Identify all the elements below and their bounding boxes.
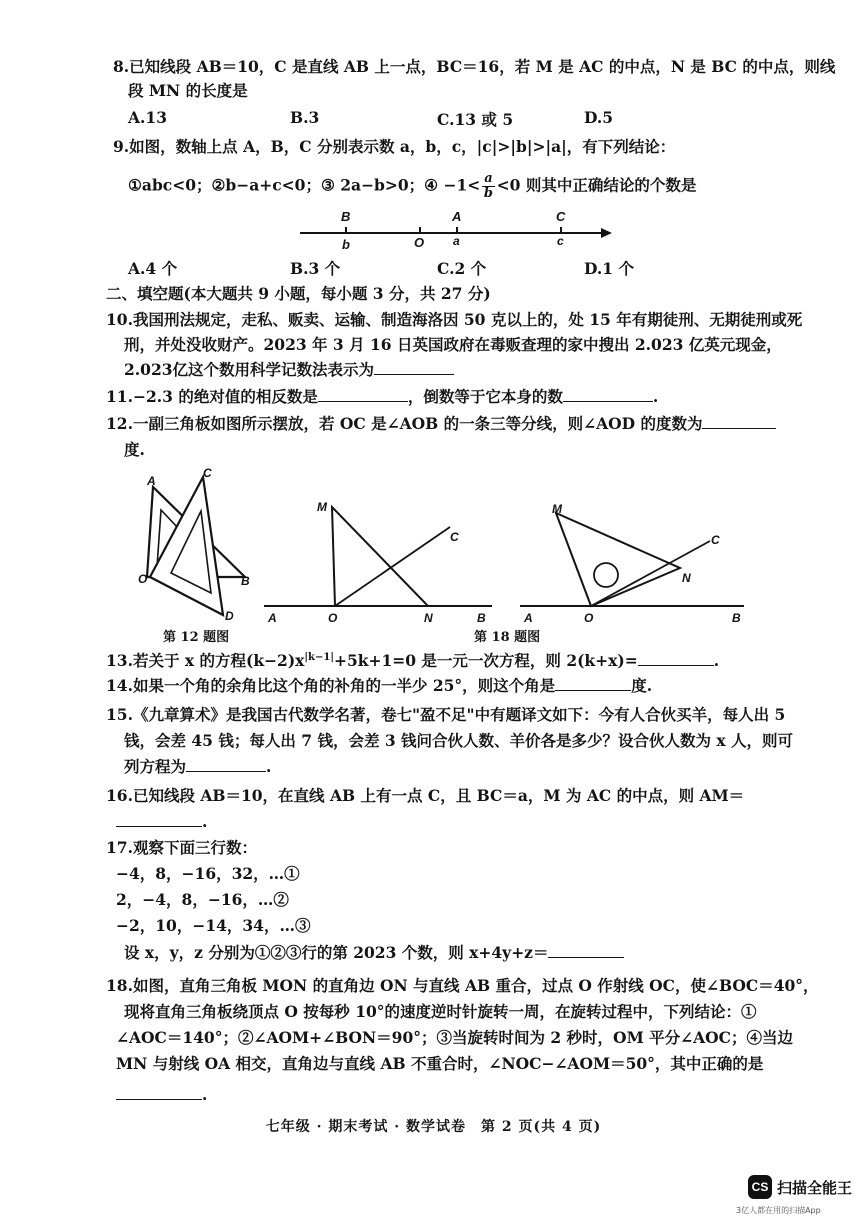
- q9-option-a: A.4 个: [128, 259, 178, 278]
- q9-conclusions: ①abc<0；②b−a+c<0；③ 2a−b>0；④ −1<: [128, 175, 481, 195]
- fig18a-label-m: M: [317, 500, 327, 514]
- q8-option-c: C.13 或 5: [437, 110, 514, 129]
- q12-answer-blank[interactable]: [702, 414, 776, 429]
- fig18a-label-a: A: [268, 611, 277, 625]
- label-origin-o: O: [414, 235, 425, 250]
- q15-line1: 15.《九章算术》是我国古代数学名著，卷七"盈不足"中有题译文如下：今有人合伙买羊，每人出 5: [106, 705, 786, 724]
- q17-question: [124, 943, 624, 963]
- q18-line3: ∠AOC＝140°；②∠AOM+∠BON＝90°；③当旋转时间为 2 秒时，OM 平分∠AOC；④当边: [116, 1028, 793, 1047]
- fig18b-label-c: C: [711, 533, 720, 547]
- q15-line3: [124, 757, 271, 777]
- fig18a-label-n: N: [424, 611, 433, 625]
- fig12-label-a: A: [147, 474, 156, 488]
- watermark-tagline: 3亿人都在用的扫描App: [736, 1206, 821, 1215]
- figure-12-caption: 第 12 题图: [163, 630, 230, 645]
- q16-line1: 16.已知线段 AB＝10，在直线 AB 上有一点 C，且 BC＝a，M 为 AC 的中点，则 AM＝: [106, 786, 745, 805]
- q9-option-c: C.2 个: [437, 259, 487, 278]
- q13-line: [106, 648, 719, 671]
- fig18b-circle-hole: [594, 563, 618, 587]
- fig12-triangle-outer-2: [150, 477, 223, 615]
- figure-12: [135, 465, 260, 625]
- q14-question: 14.如果一个角的余角比这个角的补角的一半少 25°，则这个角是: [106, 676, 556, 695]
- label-value-b: b: [342, 237, 350, 250]
- q17-answer-blank[interactable]: [548, 943, 624, 958]
- q13-suffix: +5k+1=0 是一元一次方程，则 2(k+x)=: [333, 651, 638, 671]
- q15-answer-blank[interactable]: [186, 757, 266, 772]
- q11-line: [106, 387, 658, 407]
- q11-text2: ，倒数等于它本身的数: [407, 387, 563, 406]
- q14-end: 度.: [631, 676, 653, 695]
- q9-fraction: [482, 172, 494, 201]
- q16-answer-blank[interactable]: [116, 812, 202, 827]
- fig12-label-o: O: [138, 572, 148, 586]
- q13-prefix: 13.若关于 x 的方程(k−2)x: [106, 651, 305, 671]
- figure-18b: [518, 495, 758, 630]
- fig18b-label-n: N: [682, 571, 691, 585]
- q8-line1: 8.已知线段 AB＝10，C 是直线 AB 上一点，BC＝16，若 M 是 AC 的中点，N 是 BC 的中点，则线: [113, 57, 836, 76]
- q9-option-b: B.3 个: [290, 259, 341, 278]
- fig18b-label-m: M: [552, 502, 562, 516]
- fig18b-label-a: A: [524, 611, 533, 625]
- camscanner-logo-icon: CS: [748, 1175, 772, 1199]
- q13-answer-blank[interactable]: [638, 651, 714, 666]
- q17-row-1: −4，8，−16，32，…①: [116, 864, 300, 883]
- q17-title: 17.观察下面三行数：: [106, 838, 257, 857]
- q8-option-a: A.13: [128, 108, 167, 127]
- page-footer: 七年级 · 期末考试 · 数学试卷 第 2 页(共 4 页): [265, 1119, 602, 1135]
- q10-line1: 10.我国刑法规定，走私、贩卖、运输、制造海洛因 50 克以上的，处 15 年有期徒刑、无期徒刑或死: [106, 310, 803, 329]
- q12-line1: [106, 414, 776, 434]
- q18-answer-blank[interactable]: [116, 1085, 202, 1100]
- figure-18-caption: 第 18 题图: [474, 630, 541, 645]
- q17-row-2: 2，−4，8，−16，…②: [116, 890, 289, 909]
- fig12-label-c: C: [203, 466, 212, 480]
- q9-question: <0 则其中正确结论的个数是: [496, 175, 697, 195]
- q8-option-b: B.3: [290, 108, 320, 127]
- fig18b-ray-oc: [591, 541, 710, 606]
- q16-end: .: [202, 812, 208, 831]
- figure-18a: [262, 495, 494, 630]
- q18-line2: 现将直角三角板绕顶点 O 按每秒 10°的速度逆时针旋转一周，在旋转过程中，下列结论：①: [124, 1002, 757, 1021]
- q10-line3: [124, 360, 454, 380]
- fig18a-label-o: O: [328, 611, 338, 625]
- fig18b-label-o: O: [584, 611, 594, 625]
- q18-line1: 18.如图，直角三角板 MON 的直角边 ON 与直线 AB 重合，过点 O 作射线 OC，使∠BOC＝40°，: [106, 976, 819, 995]
- q9-option-d: D.1 个: [584, 259, 634, 278]
- q16-line2: [116, 812, 207, 832]
- number-line: [290, 205, 620, 250]
- q14-line: [106, 676, 652, 696]
- q15-line2: 钱，会差 45 钱；每人出 7 钱，会差 3 钱问合伙人数、羊价各是多少？设合伙人数为 x 人，则可: [124, 731, 794, 750]
- watermark-app-name: 扫描全能王: [777, 1179, 853, 1197]
- q10-answer-blank[interactable]: [374, 360, 454, 375]
- q13-end: .: [713, 651, 720, 671]
- q12-question: 12.一副三角板如图所示摆放，若 OC 是∠AOB 的一条三等分线，则∠AOD 的度数为: [106, 414, 703, 433]
- q12-line2: 度.: [124, 440, 145, 459]
- q11-text1: 11.−2.3 的绝对值的相反数是: [106, 387, 318, 406]
- label-value-c: c: [557, 234, 564, 248]
- q18-end: .: [202, 1085, 208, 1104]
- q9-line2: [128, 172, 696, 201]
- fig18a-label-b: B: [477, 611, 486, 625]
- label-point-b: B: [341, 209, 351, 224]
- fig12-label-d: D: [225, 609, 234, 623]
- fig18b-label-b: B: [732, 611, 741, 625]
- q11-end: .: [652, 387, 659, 406]
- q9-frac-den: b: [483, 186, 493, 201]
- q15-end: .: [266, 757, 272, 776]
- q11-answer-blank-2[interactable]: [563, 387, 653, 402]
- section-2-heading: 二、填空题(本大题共 9 小题，每小题 3 分，共 27 分): [106, 284, 491, 303]
- q17-row-3: −2，10，−14，34，…③: [116, 916, 311, 935]
- q11-answer-blank-1[interactable]: [318, 387, 408, 402]
- q10-line2: 刑，并处没收财产。2023 年 3 月 16 日英国政府在毒贩查理的家中搜出 2.023 亿英元现金，: [124, 335, 782, 354]
- label-value-a: a: [453, 234, 460, 248]
- q8-line2: 段 MN 的长度是: [128, 81, 248, 100]
- q9-frac-num: a: [484, 171, 493, 186]
- fig18a-triangle-mon: [332, 507, 428, 606]
- q14-answer-blank[interactable]: [555, 676, 631, 691]
- q8-option-d: D.5: [584, 108, 614, 127]
- q13-exponent: |k−1|: [304, 652, 334, 663]
- q18-line4: MN 与射线 OA 相交，直角边与直线 AB 不重合时，∠NOC−∠AOM＝50°，其中正确的是: [116, 1054, 764, 1073]
- q17-last-text: 设 x，y，z 分别为①②③行的第 2023 个数，则 x+4y+z＝: [124, 943, 549, 962]
- label-point-a: A: [452, 209, 462, 224]
- q15-question: 列方程为: [124, 757, 187, 776]
- q9-line1: 9.如图，数轴上点 A，B，C 分别表示数 a，b，c，|c|>|b|>|a|，有下列结论：: [113, 137, 676, 156]
- fig18a-label-c: C: [450, 530, 459, 544]
- number-line-arrow: [601, 228, 612, 238]
- q18-line5: [116, 1085, 207, 1105]
- label-point-c: C: [556, 209, 566, 224]
- fig12-label-b: B: [241, 574, 250, 588]
- q10-question: 2.023亿这个数用科学记数法表示为: [124, 360, 375, 379]
- fig18a-ray-oc: [335, 527, 450, 606]
